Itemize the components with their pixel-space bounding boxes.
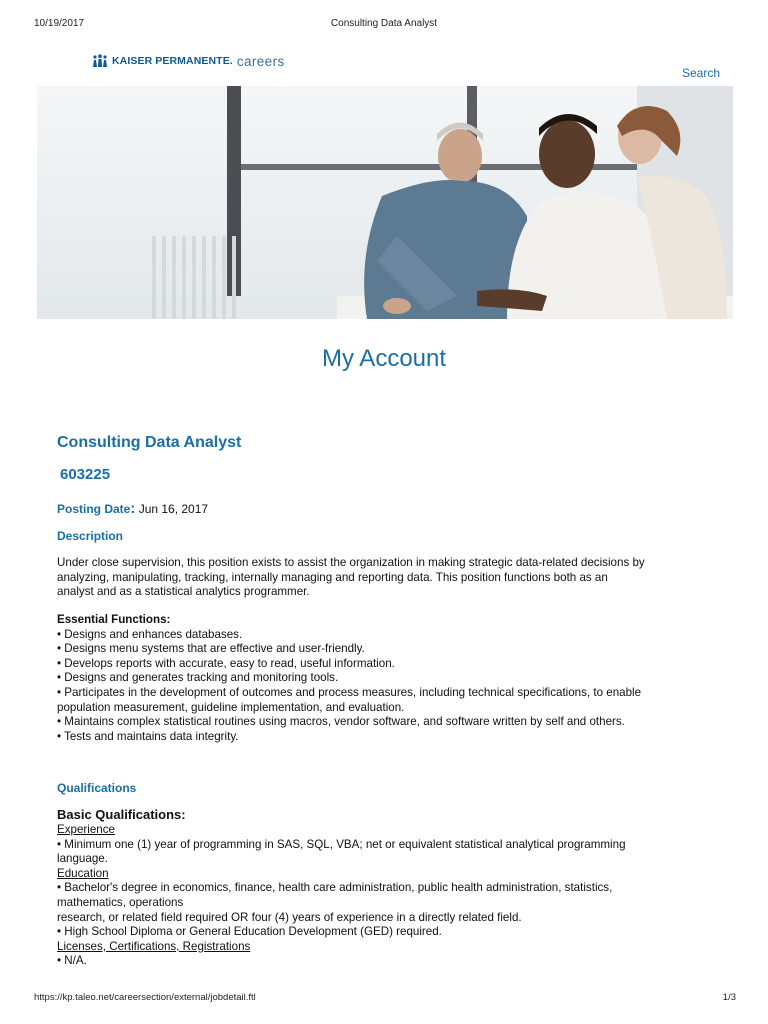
list-item: • N/A. [57, 954, 87, 968]
experience-heading: Experience [57, 823, 116, 836]
list-item: • Develops reports with accurate, easy to read, useful information. [57, 656, 395, 670]
list-item: • Maintains complex statistical routines using macros, vendor software, and software written by self and others. [57, 715, 625, 729]
list-item: population measurement, guideline implementation, and evaluation. [57, 700, 405, 714]
text-line: Under close supervision, this position exists to assist the organization in making strategic data-related decisions by [57, 556, 645, 569]
kp-people-icon [92, 54, 108, 68]
print-date: 10/19/2017 [34, 18, 85, 29]
education-heading: Education [57, 866, 109, 880]
print-title: Consulting Data Analyst [330, 18, 438, 29]
list-item: • Minimum one (1) year of programming in SAS, SQL, VBA; net or equivalent statistical analytical programming [57, 837, 626, 851]
brand-name: KAISER PERMANENTE. [112, 55, 233, 67]
job-title: Consulting Data Analyst [57, 434, 242, 451]
qualifications-label: Qualifications [57, 781, 137, 795]
list-item: • High School Diploma or General Education Development (GED) required. [57, 925, 442, 939]
essential-functions-heading: Essential Functions: [57, 613, 171, 626]
posting-date [57, 500, 208, 517]
print-page-number: 1/3 [722, 992, 736, 1003]
description-paragraph [57, 556, 707, 600]
list-item: • Bachelor's degree in economics, finance, health care administration, public health administration, statistics, [57, 881, 613, 895]
text-line: analyst and as a statistical analytics programmer. [57, 585, 310, 599]
description-label: Description [57, 529, 124, 543]
print-header [0, 18, 768, 32]
basic-qualifications [57, 807, 707, 969]
list-item: • Participates in the development of outcomes and process measures, including technical specifications, to enable [57, 685, 642, 699]
posting-date-colon: : [130, 500, 136, 517]
job-id: 603225 [60, 466, 111, 483]
kaiser-logo[interactable] [92, 52, 285, 70]
brand-suffix: careers [236, 53, 285, 69]
print-url: https://kp.taleo.net/careersection/external/jobdetail.ftl [34, 992, 256, 1003]
text-line: analyzing, manipulating, tracking, internally managing and reporting data. This position functions both as an [57, 570, 608, 584]
list-item: research, or related field required OR four (4) years of experience in a directly related field. [57, 910, 522, 924]
list-item: • Designs and generates tracking and monitoring tools. [57, 671, 339, 685]
office-meeting-photo [37, 86, 733, 319]
list-item: language. [57, 852, 108, 866]
search-link[interactable]: Search [681, 66, 720, 80]
list-item: mathematics, operations [57, 895, 184, 909]
list-item: • Designs menu systems that are effective and user-friendly. [57, 642, 365, 656]
basic-qualifications-heading: Basic Qualifications: [57, 807, 186, 822]
list-item: • Designs and enhances databases. [57, 627, 243, 641]
posting-date-value: Jun 16, 2017 [138, 502, 209, 516]
licenses-heading: Licenses, Certifications, Registrations [57, 939, 251, 953]
hero-image [37, 86, 733, 319]
essential-functions [57, 613, 707, 744]
posting-date-label: Posting Date [57, 502, 131, 516]
list-item: • Tests and maintains data integrity. [57, 729, 239, 743]
page-title: My Account [321, 345, 447, 372]
